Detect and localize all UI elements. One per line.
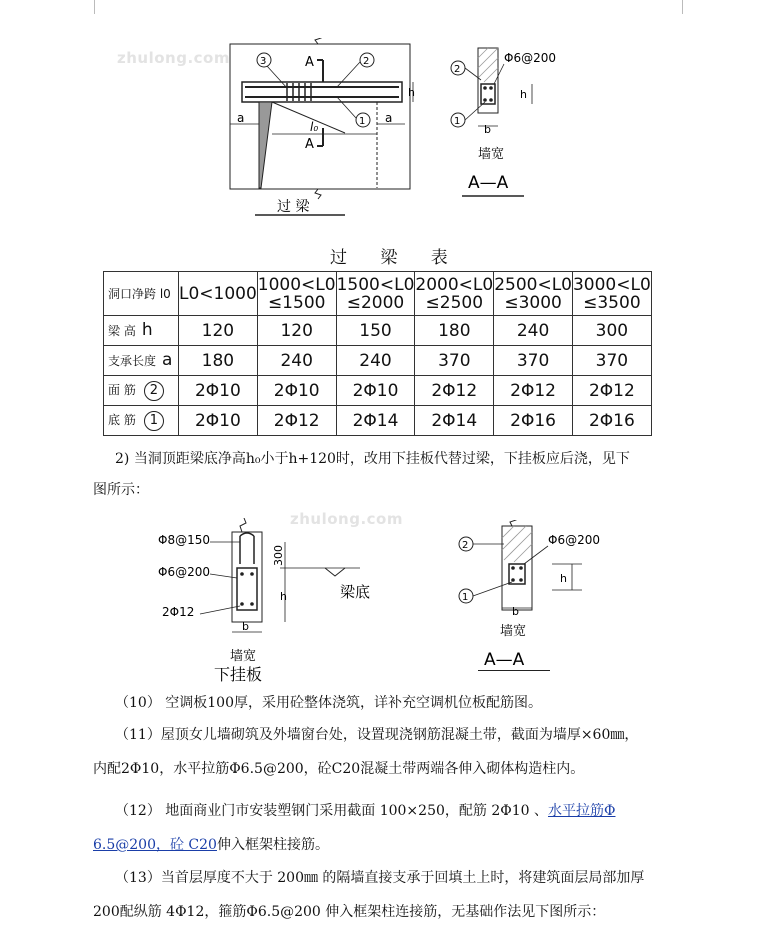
section-caption: A—A <box>484 650 525 670</box>
paragraph-2-line-1: 2) 当洞顶距梁底净高h₀小于h+120时，改用下挂板代替过梁，下挂板应后浇，见下 <box>115 451 630 467</box>
table-row-header: 梁 高 h <box>104 316 179 346</box>
paragraph-11-line-1: （11）屋顶女儿墙砌筑及外墙窗台处，设置现浇钢筋混凝土带，截面为墙厚×60㎜， <box>115 727 639 743</box>
table-cell: 370 <box>415 346 494 376</box>
table-row <box>104 272 652 316</box>
dim-b: b <box>242 620 249 633</box>
dim-l0: l₀ <box>310 120 319 134</box>
wall-width-label: 墙宽 <box>478 147 505 162</box>
table-cell: 2Φ10 <box>257 376 336 406</box>
table-cell: 2Φ12 <box>494 376 573 406</box>
dim-h: h <box>560 572 567 585</box>
paragraph-13-line-1: （13）当首层厚度不大于 200㎜ 的隔墙直接支承于回填土上时，将建筑面层局部加厚 <box>115 870 645 886</box>
table-cell: 2Φ16 <box>572 406 651 436</box>
table-cell: 180 <box>179 346 258 376</box>
callout-3: 3 <box>260 56 267 67</box>
dim-h: h <box>408 86 415 99</box>
table-cell: 240 <box>336 346 415 376</box>
table-row <box>104 346 652 376</box>
section-mark: A <box>305 137 314 152</box>
table-cell: 2500<L0 ≤3000 <box>494 272 573 316</box>
section-mark: A <box>305 55 314 70</box>
table-row <box>104 376 652 406</box>
callout-1: 1 <box>454 116 461 127</box>
table-row <box>104 406 652 436</box>
table-cell: 1000<L0 ≤1500 <box>257 272 336 316</box>
callout-2: 2 <box>363 56 370 67</box>
table-cell: 120 <box>257 316 336 346</box>
beam-bottom-label: 梁底 <box>340 583 371 601</box>
paragraph-10: （10） 空调板100厚，采用砼整体浇筑，详补充空调机位板配筋图。 <box>115 695 542 711</box>
table-cell: 370 <box>494 346 573 376</box>
table-cell: 120 <box>179 316 258 346</box>
callout-2: 2 <box>462 540 469 551</box>
table-row-header: 支承长度 a <box>104 346 179 376</box>
hanging-slab-figure <box>150 518 420 684</box>
table-cell: 2Φ14 <box>415 406 494 436</box>
table-cell: 2Φ12 <box>415 376 494 406</box>
paragraph-12-line-2 <box>93 835 329 855</box>
stirrup-label: Φ6@200 <box>504 51 556 65</box>
table-cell: 2Φ10 <box>336 376 415 406</box>
watermark: zhulong.com <box>290 510 403 528</box>
table-cell: 240 <box>494 316 573 346</box>
table-cell: 370 <box>572 346 651 376</box>
rebar-mid-label: Φ6@200 <box>158 565 210 579</box>
paragraph-12-text: 伸入框架柱接筋。 <box>216 837 329 853</box>
table-cell: 300 <box>572 316 651 346</box>
table-cell: L0<1000 <box>179 272 258 316</box>
wall-width-label: 墙宽 <box>230 649 257 664</box>
callout-2: 2 <box>454 64 461 75</box>
paragraph-11-line-2: 内配2Φ10，水平拉筋Φ6.5@200，砼C20混凝土带两端各伸入砌体构造柱内。 <box>93 761 585 777</box>
section-caption-underline <box>478 670 550 671</box>
watermark: zhulong.com <box>117 49 230 67</box>
paragraph-12-link[interactable]: 6.5@200，砼 C20 <box>93 837 217 853</box>
dim-b: b <box>484 123 491 136</box>
table-cell: 2Φ12 <box>572 376 651 406</box>
dim-a: a <box>385 111 393 125</box>
table-row <box>104 316 652 346</box>
table-cell: 2Φ10 <box>179 376 258 406</box>
table-row-header: 底 筋 1 <box>104 406 179 436</box>
paragraph-2-line-2: 图所示： <box>93 482 149 498</box>
dim-b: b <box>512 605 519 618</box>
table-cell: 2Φ16 <box>494 406 573 436</box>
lintel-elevation-figure <box>225 38 425 220</box>
lintel-caption: 过 梁 <box>277 199 310 215</box>
paragraph-13-line-2: 200配纵筋 4Φ12，箍筋Φ6.5@200 伸入框架柱连接筋，无基础作法见下图所示： <box>93 904 606 920</box>
wall-width-label: 墙宽 <box>500 624 527 639</box>
table-cell: 180 <box>415 316 494 346</box>
paragraph-12-link[interactable]: 水平拉筋Φ <box>548 803 616 819</box>
table-row-header: 面 筋 2 <box>104 376 179 406</box>
table-cell: 洞口净跨 l0 <box>104 272 179 316</box>
table-cell: 2Φ12 <box>257 406 336 436</box>
callout-1: 1 <box>359 116 366 127</box>
table-cell: 240 <box>257 346 336 376</box>
hanging-slab-caption: 下挂板 <box>214 665 263 684</box>
table-cell: 2Φ14 <box>336 406 415 436</box>
table-cell: 2Φ10 <box>179 406 258 436</box>
dim-h: h <box>520 88 527 101</box>
rebar-bot-label: 2Φ12 <box>162 605 195 619</box>
hanging-slab-section-figure <box>452 520 612 670</box>
lintel-section-figure <box>448 38 558 200</box>
dim-a: a <box>237 111 245 125</box>
page-corner-mark-right <box>682 0 683 14</box>
paragraph-12-line-1 <box>115 801 615 821</box>
rebar-top-label: Φ8@150 <box>158 533 210 547</box>
dim-h: h <box>280 590 287 603</box>
table-cell: 3000<L0 ≤3500 <box>572 272 651 316</box>
table-title: 过 梁 表 <box>330 248 462 268</box>
stirrup-label: Φ6@200 <box>548 533 600 547</box>
page-corner-mark-left <box>94 0 95 14</box>
paragraph-12-text: （12） 地面商业门市安装塑钢门采用截面 100×250，配筋 2Φ10 、 <box>115 803 548 819</box>
callout-1: 1 <box>462 592 469 603</box>
dim-300: 300 <box>272 545 285 566</box>
lintel-table <box>103 271 652 436</box>
table-cell: 150 <box>336 316 415 346</box>
section-caption: A—A <box>468 173 509 193</box>
table-cell: 1500<L0 ≤2000 <box>336 272 415 316</box>
table-cell: 2000<L0 ≤2500 <box>415 272 494 316</box>
